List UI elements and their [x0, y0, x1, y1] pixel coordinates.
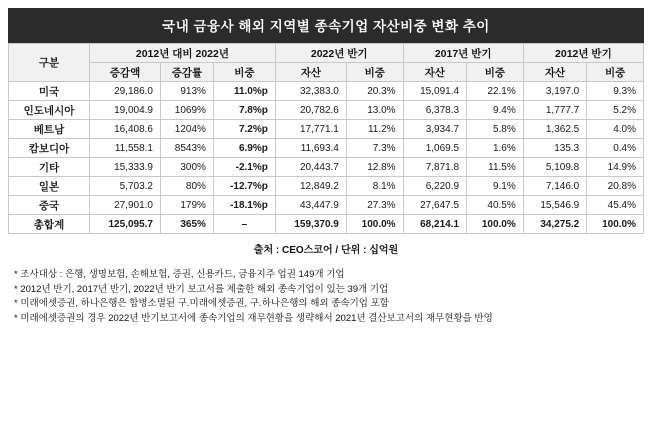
- row-label: 미국: [9, 82, 90, 101]
- row-label: 기타: [9, 158, 90, 177]
- header-sub-row: [9, 63, 644, 82]
- cell-2017-assets: 15,091.4: [403, 82, 466, 101]
- column-header-2022-assets: 자산: [275, 63, 346, 82]
- cell-share-change: 7.2%p: [213, 120, 275, 139]
- cell-share-change: 6.9%p: [213, 139, 275, 158]
- cell-change-rate: 179%: [161, 196, 214, 215]
- column-header-share-change: 비중: [213, 63, 275, 82]
- cell-share-change: 11.0%p: [213, 82, 275, 101]
- cell-2012-assets: 34,275.2: [523, 215, 586, 234]
- cell-change-rate: 80%: [161, 177, 214, 196]
- row-label: 총합계: [9, 215, 90, 234]
- column-header-gubun: 구분: [9, 44, 90, 82]
- header-group-row: [9, 44, 644, 63]
- cell-2022-share: 13.0%: [346, 101, 403, 120]
- cell-2012-share: 100.0%: [587, 215, 644, 234]
- cell-2017-share: 9.4%: [467, 101, 524, 120]
- column-header-change-rate: 증감률: [161, 63, 214, 82]
- report-sheet: [0, 8, 652, 448]
- cell-2017-share: 9.1%: [467, 177, 524, 196]
- table-row-total: [9, 215, 644, 234]
- cell-2017-assets: 27,647.5: [403, 196, 466, 215]
- source-line: 출처 : CEO스코어 / 단위 : 십억원: [253, 245, 399, 256]
- cell-2012-share: 5.2%: [587, 101, 644, 120]
- column-header-2017-share: 비중: [467, 63, 524, 82]
- cell-2022-assets: 12,849.2: [275, 177, 346, 196]
- row-label: 베트남: [9, 120, 90, 139]
- cell-2012-assets: 3,197.0: [523, 82, 586, 101]
- column-header-2012-share: 비중: [587, 63, 644, 82]
- page-title: 국내 금융사 해외 지역별 종속기업 자산비중 변화 추이: [8, 8, 644, 43]
- cell-2012-assets: 7,146.0: [523, 177, 586, 196]
- cell-share-change: -12.7%p: [213, 177, 275, 196]
- table-row: [9, 196, 644, 215]
- cell-2012-share: 14.9%: [587, 158, 644, 177]
- cell-change-rate: 365%: [161, 215, 214, 234]
- table-body: [9, 82, 644, 234]
- cell-change-amount: 125,095.7: [90, 215, 161, 234]
- footnote-2: * 2012년 반기, 2017년 반기, 2022년 반기 보고서를 제출한 해외 종속기업이 있는 39개 기업: [14, 283, 389, 295]
- cell-share-change: -2.1%p: [213, 158, 275, 177]
- row-label: 일본: [9, 177, 90, 196]
- cell-change-rate: 1069%: [161, 101, 214, 120]
- cell-change-amount: 16,408.6: [90, 120, 161, 139]
- column-group-2012h1: 2012년 반기: [523, 44, 643, 63]
- cell-2012-share: 0.4%: [587, 139, 644, 158]
- cell-share-change: -18.1%p: [213, 196, 275, 215]
- row-label: 인도네시아: [9, 101, 90, 120]
- cell-2022-share: 20.3%: [346, 82, 403, 101]
- cell-2022-share: 8.1%: [346, 177, 403, 196]
- footnote-4: * 미래에셋증권의 경우 2022년 반기보고서에 종속기업의 재무현황을 생략해서 2021년 결산보고서의 재무현황을 반영: [14, 313, 493, 325]
- cell-share-change: 7.8%p: [213, 101, 275, 120]
- cell-change-amount: 27,901.0: [90, 196, 161, 215]
- cell-2012-assets: 1,362.5: [523, 120, 586, 139]
- cell-2017-assets: 7,871.8: [403, 158, 466, 177]
- cell-2022-share: 27.3%: [346, 196, 403, 215]
- cell-2017-assets: 6,220.9: [403, 177, 466, 196]
- cell-change-amount: 29,186.0: [90, 82, 161, 101]
- row-label: 캄보디아: [9, 139, 90, 158]
- cell-2017-share: 11.5%: [467, 158, 524, 177]
- cell-2022-assets: 43,447.9: [275, 196, 346, 215]
- table-row: [9, 139, 644, 158]
- cell-2022-share: 12.8%: [346, 158, 403, 177]
- cell-2012-share: 20.8%: [587, 177, 644, 196]
- cell-share-change: –: [213, 215, 275, 234]
- cell-2017-share: 40.5%: [467, 196, 524, 215]
- footnotes: [14, 268, 640, 327]
- cell-change-rate: 913%: [161, 82, 214, 101]
- row-label: 중국: [9, 196, 90, 215]
- cell-2017-assets: 6,378.3: [403, 101, 466, 120]
- column-group-2017h1: 2017년 반기: [403, 44, 523, 63]
- cell-2012-share: 4.0%: [587, 120, 644, 139]
- cell-change-amount: 19,004.9: [90, 101, 161, 120]
- cell-2017-assets: 1,069.5: [403, 139, 466, 158]
- column-group-2022h1: 2022년 반기: [275, 44, 403, 63]
- cell-2017-share: 100.0%: [467, 215, 524, 234]
- footnote-1: * 조사대상 : 은행, 생명보험, 손해보험, 증권, 신용카드, 금융지주 업권 149개 기업: [14, 269, 345, 280]
- cell-2022-assets: 159,370.9: [275, 215, 346, 234]
- cell-change-amount: 15,333.9: [90, 158, 161, 177]
- column-header-change-amount: 증감액: [90, 63, 161, 82]
- column-header-2022-share: 비중: [346, 63, 403, 82]
- cell-2017-share: 5.8%: [467, 120, 524, 139]
- table-row: [9, 120, 644, 139]
- cell-2022-share: 7.3%: [346, 139, 403, 158]
- cell-change-amount: 5,703.2: [90, 177, 161, 196]
- cell-change-rate: 8543%: [161, 139, 214, 158]
- cell-2017-share: 1.6%: [467, 139, 524, 158]
- cell-2017-share: 22.1%: [467, 82, 524, 101]
- cell-2022-assets: 20,443.7: [275, 158, 346, 177]
- cell-2012-assets: 5,109.8: [523, 158, 586, 177]
- column-header-2012-assets: 자산: [523, 63, 586, 82]
- asset-share-table: [8, 43, 644, 234]
- cell-2022-assets: 32,383.0: [275, 82, 346, 101]
- cell-2022-share: 11.2%: [346, 120, 403, 139]
- table-row: [9, 158, 644, 177]
- column-header-2017-assets: 자산: [403, 63, 466, 82]
- cell-2012-share: 9.3%: [587, 82, 644, 101]
- footnote-3: * 미래에셋증권, 하나은행은 합병소멸된 구.미래에셋증권, 구.하나은행의 해외 종속기업 포함: [14, 298, 389, 310]
- cell-change-rate: 300%: [161, 158, 214, 177]
- cell-2022-assets: 11,693.4: [275, 139, 346, 158]
- cell-2017-assets: 68,214.1: [403, 215, 466, 234]
- column-group-2012vs2022: 2012년 대비 2022년: [90, 44, 276, 63]
- table-row: [9, 177, 644, 196]
- cell-2012-share: 45.4%: [587, 196, 644, 215]
- cell-2022-share: 100.0%: [346, 215, 403, 234]
- table-row: [9, 82, 644, 101]
- cell-2012-assets: 1,777.7: [523, 101, 586, 120]
- cell-change-rate: 1204%: [161, 120, 214, 139]
- table-head: [9, 44, 644, 82]
- cell-2022-assets: 17,771.1: [275, 120, 346, 139]
- cell-2012-assets: 15,546.9: [523, 196, 586, 215]
- cell-2012-assets: 135.3: [523, 139, 586, 158]
- cell-change-amount: 11,558.1: [90, 139, 161, 158]
- table-row: [9, 101, 644, 120]
- cell-2022-assets: 20,782.6: [275, 101, 346, 120]
- cell-2017-assets: 3,934.7: [403, 120, 466, 139]
